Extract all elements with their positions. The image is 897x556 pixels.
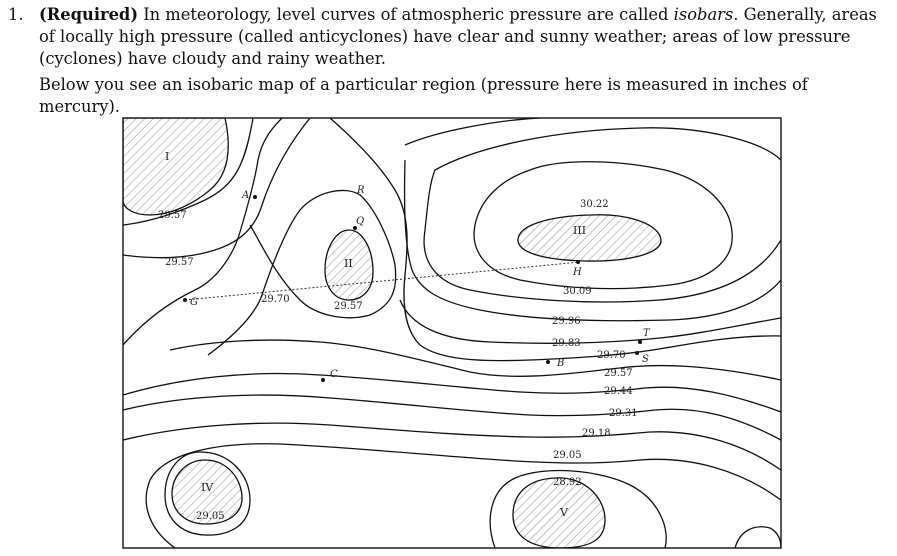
label-2996: 29.96 — [552, 316, 581, 327]
label-3009: 30.09 — [563, 286, 592, 297]
isobar-2983 — [400, 300, 781, 343]
region-iv-label: IV — [201, 481, 214, 494]
region-ii-label: II — [344, 257, 353, 270]
region-iii-label: III — [573, 224, 587, 237]
label-2931: 29.31 — [609, 408, 638, 419]
point-g-label: G — [190, 297, 198, 308]
point-b-label: B — [557, 358, 565, 369]
isobar-bottom-right-arc — [735, 527, 781, 548]
text-1: In meteorology, level curves of atmospheric pressure are called — [138, 5, 674, 24]
label-2970-b: 29.70 — [597, 350, 626, 361]
point-a-label: A — [242, 190, 250, 201]
dotted-line-g-h — [185, 262, 580, 300]
label-2918: 29.18 — [582, 428, 611, 439]
label-2957-b: 29.57 — [165, 257, 194, 268]
point-h-dot — [576, 260, 580, 264]
label-3022: 30.22 — [580, 199, 609, 210]
region-v-shape — [513, 478, 605, 548]
point-s-label: S — [642, 354, 649, 365]
point-c-label: C — [330, 369, 338, 380]
point-t-label: T — [643, 328, 650, 339]
label-2983: 29.83 — [552, 338, 581, 349]
problem-paragraph-2: Below you see an isobaric map of a particular region (pressure here is measured in inches of mercury). — [39, 75, 808, 116]
point-h-label: H — [573, 267, 582, 278]
required-label: (Required) — [39, 5, 139, 24]
label-2957-a: 29.57 — [158, 210, 187, 221]
text-2: . Generally, areas of locally high pressure (called anticyclones) have clear and sunny weather; areas of low pressure (cyclones) have cloudy and rainy weather. — [39, 5, 877, 68]
point-t-dot — [638, 340, 642, 344]
point-r-label: R — [357, 185, 365, 196]
isobars-term: isobars — [673, 5, 734, 24]
point-s-dot — [635, 351, 639, 355]
problem-number: 1. — [8, 5, 24, 24]
region-v-label: V — [560, 506, 568, 519]
label-2905-a: 29.05 — [553, 450, 582, 461]
label-2957-d: 29.57 — [604, 368, 633, 379]
label-2970-a: 29.70 — [261, 294, 290, 305]
isobar-2944 — [123, 374, 781, 412]
point-c-dot — [321, 378, 325, 382]
point-g-dot — [183, 298, 187, 302]
point-q-label: Q — [356, 216, 365, 227]
region-i-shape — [123, 118, 228, 215]
region-iii-shape — [518, 215, 661, 261]
label-2944: 29.44 — [604, 386, 633, 397]
point-a-dot — [253, 195, 257, 199]
label-2957-c: 29.57 — [334, 301, 363, 312]
label-2892: 28.92 — [553, 477, 582, 488]
label-2905-b: 29.05 — [196, 511, 225, 522]
region-i-label: I — [165, 150, 170, 163]
point-b-dot — [546, 360, 550, 364]
